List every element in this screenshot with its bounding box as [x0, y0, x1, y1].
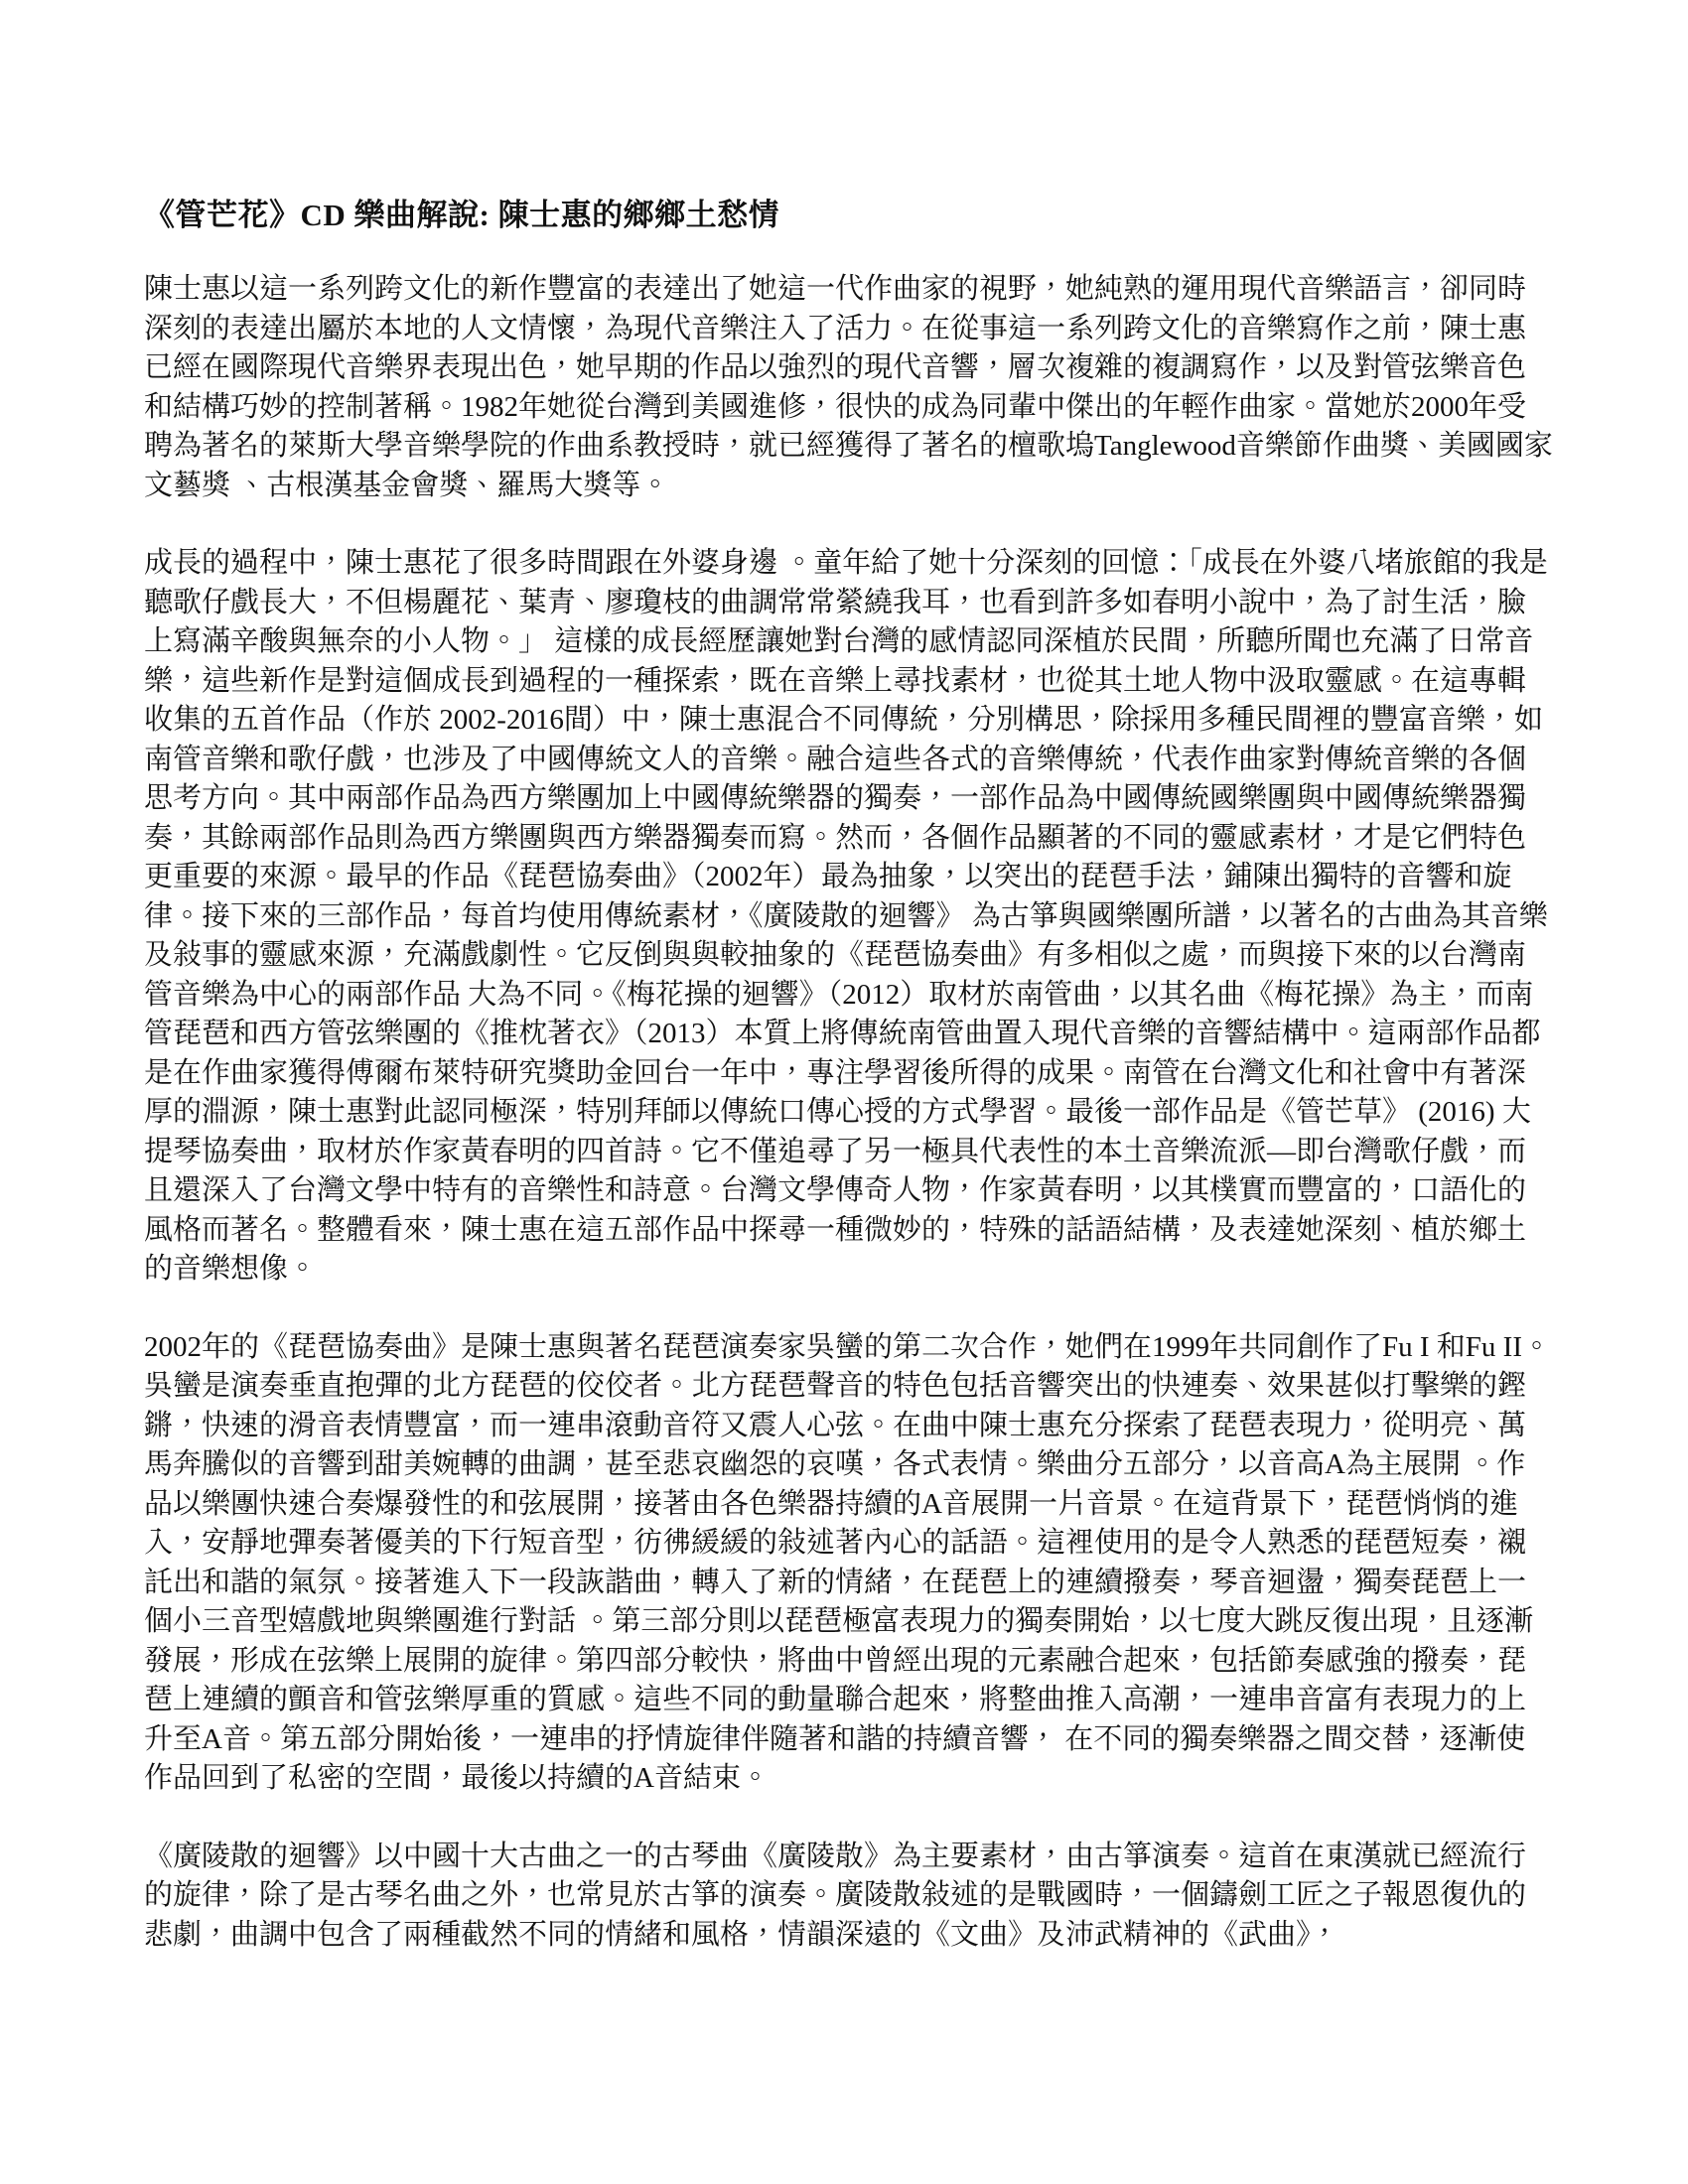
paragraph-3: 2002年的《琵琶協奏曲》是陳士惠與著名琵琶演奏家吳蠻的第二次合作，她們在1999年共同創作了Fu I 和Fu II。吳蠻是演奏垂直抱彈的北方琵琶的佼佼者。北方琵琶聲音的特色包括音響突出的快連奏、效果甚似打擊樂的鏗鏘，快速的滑音表情豐富，而一連串滾動音符又震人心弦。在曲中陳士惠充分探索了琵琶表現力，從明亮、萬馬奔騰似的音響到甜美婉轉的曲調，甚至悲哀幽怨的哀嘆，各式表情。樂曲分五部分，以音高A為主展開 。作品以樂團快速合奏爆發性的和弦展開，接著由各色樂器持續的A音展開一片音景。在這背景下，琵琶悄悄的進入，安靜地彈奏著優美的下行短音型，彷彿緩緩的敍述著內心的話語。這裡使用的是令人熟悉的琵琶短奏，襯託出和諧的氣氛。接著進入下一段詼諧曲，轉入了新的情緒，在琵琶上的連續撥奏，琴音迴盪，獨奏琵琶上一個小三音型嬉戲地與樂團進行對話 。第三部分則以琵琶極富表現力的獨奏開始，以七度大跳反復出現，且逐漸發展，形成在弦樂上展開的旋律。第四部分較快，將曲中曾經出現的元素融合起來，包括節奏感強的撥奏，琵琶上連續的顫音和管弦樂厚重的質感。這些不同的動量聯合起來，將整曲推入高潮，一連串音富有表現力的上升至A音。第五部分開始後，一連串的抒情旋律伴隨著和諧的持續音響， 在不同的獨奏樂器之間交替，逐漸使作品回到了私密的空間，最後以持續的A音結束。 [144, 1330, 1551, 1794]
document-body [144, 270, 1554, 1955]
document-title: 《管芒花》CD 樂曲解說: 陳士惠的鄉鄉土愁情 [144, 198, 780, 232]
paragraph-2: 成長的過程中，陳士惠花了很多時間跟在外婆身邊 。童年給了她十分深刻的回憶：「成長在外婆八堵旅館的我是聽歌仔戲長大，不但楊麗花、葉青、廖瓊枝的曲調常常縈繞我耳，也看到許多如春明小說中，為了討生活，臉上寫滿辛酸與無奈的小人物。」 這樣的成長經歷讓她對台灣的感情認同深植於民間，所聽所聞也充滿了日常音樂，這些新作是對這個成長到過程的一種探索，既在音樂上尋找素材，也從其土地人物中汲取靈感。在這專輯收集的五首作品（作於 2002-2016間）中，陳士惠混合不同傳統，分別構思，除採用多種民間裡的豐富音樂，如南管音樂和歌仔戲，也涉及了中國傳統文人的音樂。融合這些各式的音樂傳統，代表作曲家對傳統音樂的各個思考方向。其中兩部作品為西方樂團加上中國傳統樂器的獨奏，一部作品為中國傳統國樂團與中國傳統樂器獨奏，其餘兩部作品則為西方樂團與西方樂器獨奏而寫。然而，各個作品顯著的不同的靈感素材，才是它們特色更重要的來源。最早的作品《琵琶協奏曲》（2002年）最為抽象，以突出的琵琶手法，鋪陳出獨特的音響和旋律。接下來的三部作品，每首均使用傳統素材，《廣陵散的迴響》 為古箏與國樂團所譜，以著名的古曲為其音樂及敍事的靈感來源，充滿戲劇性。它反倒與與較抽象的《琵琶協奏曲》有多相似之處，而與接下來的以台灣南管音樂為中心的兩部作品 大為不同。《梅花操的迴響》（2012）取材於南管曲，以其名曲《梅花操》為主，而南管琵琶和西方管弦樂團的《推枕著衣》（2013）本質上將傳統南管曲置入現代音樂的音響結構中。這兩部作品都是在作曲家獲得傅爾布萊特研究獎助金回台一年中，專注學習後所得的成果。南管在台灣文化和社會中有著深厚的淵源，陳士惠對此認同極深，特別拜師以傳統口傳心授的方式學習。最後一部作品是《管芒草》 (2016) 大提琴協奏曲，取材於作家黃春明的四首詩。它不僅追尋了另一極具代表性的本土音樂流派—即台灣歌仔戲，而且還深入了台灣文學中特有的音樂性和詩意。台灣文學傳奇人物，作家黃春明，以其樸實而豐富的，口語化的風格而著名。整體看來，陳士惠在這五部作品中探尋一種微妙的，特殊的話語結構，及表達她深刻、植於鄉土的音樂想像。 [144, 547, 1548, 1285]
paragraph-4: 《廣陵散的迴響》以中國十大古曲之一的古琴曲《廣陵散》為主要素材，由古箏演奏。這首在東漢就已經流行的旋律，除了是古琴名曲之外，也常見於古箏的演奏。廣陵散敍述的是戰國時，一個鑄劍工匠之子報恩復仇的悲劇，曲調中包含了兩種截然不同的情緒和風格，情韻深遠的《文曲》及沛武精神的《武曲》， [144, 1840, 1527, 1951]
document-content [144, 197, 1554, 1993]
paragraph-1: 陳士惠以這一系列跨文化的新作豐富的表達出了她這一代作曲家的視野，她純熟的運用現代音樂語言，卻同時深刻的表達出屬於本地的人文情懷，為現代音樂注入了活力。在從事這一系列跨文化的音樂寫作之前，陳士惠已經在國際現代音樂界表現出色，她早期的作品以強烈的現代音響，層次複雜的複調寫作，以及對管弦樂音色和結構巧妙的控制著稱。1982年她從台灣到美國進修，很快的成為同輩中傑出的年輕作曲家。當她於2000年受聘為著名的萊斯大學音樂學院的作曲系教授時，就已經獲得了著名的檀歌塢Tanglewood音樂節作曲獎、美國國家文藝獎 、古根漢基金會獎、羅馬大獎等。 [144, 273, 1553, 501]
